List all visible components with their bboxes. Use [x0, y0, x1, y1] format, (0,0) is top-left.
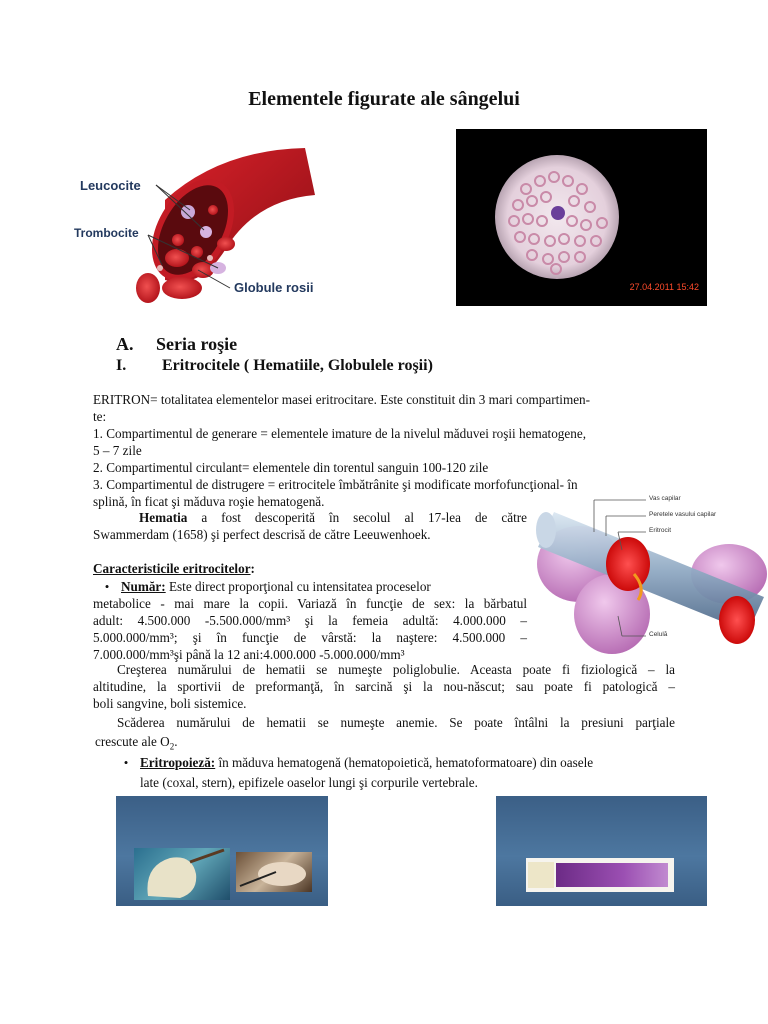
- page-title: Elementele figurate ale sângelui: [248, 88, 520, 110]
- bullet-icon: •: [104, 579, 110, 594]
- needle-svg: [236, 852, 312, 892]
- blood-vessel-illustration: [70, 140, 320, 310]
- section-a-label: Seria roşie: [156, 334, 238, 354]
- section-a-number: A.: [116, 334, 134, 354]
- erythrocyte: [606, 537, 650, 591]
- anemie-end: .: [174, 734, 178, 749]
- eritron-line: 3. Compartimentul de distrugere = eritrocitele îmbătrânite şi modificate morfofuncţional- în: [93, 477, 578, 492]
- stained-leukocyte: [551, 206, 565, 220]
- numar-line: metabolice - mai mare la copii. Variază în funcţie de sex: la bărbatul: [93, 596, 527, 611]
- microscope-timestamp: 27.04.2011 15:42: [629, 282, 699, 292]
- numar-line: 7.000.000/mm³şi până la 12 ani:4.000.000 -5.000.000/mm³: [93, 647, 405, 662]
- section-i-number: I.: [116, 357, 127, 374]
- label-leucocite: Leucocite: [80, 178, 141, 193]
- eritropoieza-text: în măduva hematogenă (hematopoietică, hematoformatoare) din oasele: [215, 755, 594, 770]
- section-a-heading: [116, 334, 237, 355]
- microscope-image: [456, 129, 707, 306]
- hematia-line: Swammerdam (1658) şi perfect descrisă de către Leeuwenhoek.: [93, 527, 431, 542]
- poliglobulie-line: Creşterea numărului de hematii se numeşte poliglobulie. Aceasta poate fi fiziologică – la: [117, 662, 675, 677]
- caracteristici-heading-text: Caracteristicile eritrocitelor: [93, 561, 251, 576]
- poliglobulie-line: boli sangvine, boli sistemice.: [93, 696, 247, 711]
- section-i-heading: [116, 357, 433, 375]
- label-vas-capilar: Vas capilar: [649, 495, 681, 502]
- eritropoieza-paragraph: [112, 753, 675, 793]
- eritron-line: ERITRON= totalitatea elementelor masei eritrocitare. Este constituit din 3 mari compartimen-: [93, 392, 591, 407]
- numar-text: Este direct proporţional cu intensitatea proceselor: [165, 579, 431, 594]
- caracteristici-heading: [93, 560, 255, 577]
- needle-photo: [236, 852, 312, 892]
- leukocyte: [181, 205, 195, 219]
- eritron-line: splină, în ficat şi măduva roşie hematogenă.: [93, 494, 325, 509]
- pelvis-image: [134, 848, 230, 900]
- anemie-subscript: 2: [169, 741, 175, 752]
- capillary-diagram: [534, 492, 768, 662]
- anemie-paragraph: [93, 714, 675, 756]
- numar-line: adult: 4.500.000 -5.500.000/mm³ şi la femeia adultă: 4.000.000 –: [93, 613, 527, 628]
- slide-label: [528, 862, 554, 888]
- bone-marrow-photo: [116, 796, 328, 906]
- numar-label: Număr:: [121, 579, 166, 594]
- label-globule-rosii: Globule rosii: [234, 280, 314, 295]
- smear-stain: [556, 863, 668, 887]
- eritron-line: 5 – 7 zile: [93, 443, 142, 458]
- hematia-bold: Hematia: [139, 510, 188, 525]
- smear-slide-image: [526, 858, 674, 892]
- pelvis-svg: [134, 848, 230, 900]
- numar-line: 5.000.000/mm³; şi în funcţie de vârstă: la naştere: 4.500.000 –: [93, 630, 527, 645]
- section-i-label: Eritrocitele ( Hematiile, Globulele roşii): [162, 357, 433, 374]
- eritron-line: 2. Compartimentul circulant= elementele din torentul sanguin 100-120 zile: [93, 460, 489, 475]
- anemie-line: Scăderea numărului de hematii se numeşte anemie. Se poate întâlni la presiuni parţiale: [117, 715, 675, 730]
- microscope-svg: [456, 129, 707, 306]
- eritron-line: te:: [93, 409, 107, 424]
- anemie-text: crescute ale O: [95, 734, 170, 749]
- caracteristici-heading-colon: :: [250, 561, 255, 576]
- poliglobulie-paragraph: [93, 661, 675, 712]
- eritron-line: 1. Compartimentul de generare = elementele imature de la nivelul măduvei roşii hematogene,: [93, 426, 586, 441]
- label-peretele: Peretele vasului capilar: [649, 511, 717, 518]
- label-celula: Celulă: [649, 631, 668, 638]
- bullet-icon: •: [123, 755, 129, 770]
- hematia-paragraph: [93, 509, 527, 543]
- eritropoieza-line: late (coxal, stern), epifizele oaselor lungi şi corpurile vertebrale.: [140, 775, 478, 790]
- numar-paragraph: [93, 578, 527, 663]
- eritropoieza-label: Eritropoieză:: [140, 755, 216, 770]
- poliglobulie-line: altitudine, la sportivii de preformanţă, în sarcină şi la nou-născut; sau poate fi patologică –: [93, 679, 675, 694]
- label-trombocite: Trombocite: [74, 226, 139, 240]
- hematia-text: a fost descoperită în secolul al 17-lea de către: [187, 510, 527, 525]
- label-eritrocit: Eritrocit: [649, 527, 672, 534]
- blood-smear-photo: [496, 796, 707, 906]
